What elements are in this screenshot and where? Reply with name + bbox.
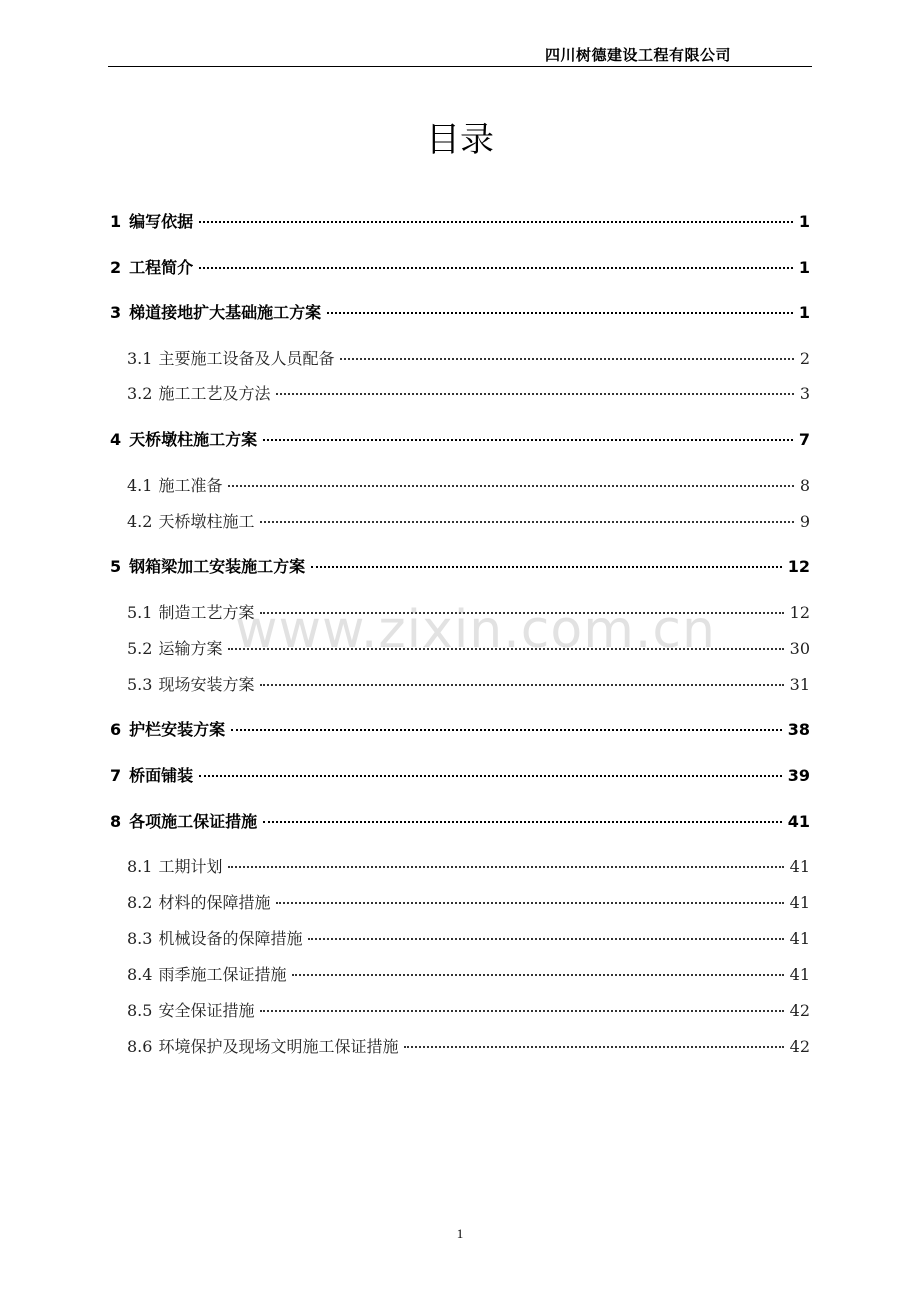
toc-entry-title: 安全保证措施 xyxy=(158,1001,255,1020)
toc-entry[interactable] xyxy=(110,764,810,788)
toc-entry[interactable] xyxy=(127,891,810,915)
toc-entry-title: 天桥墩柱施工 xyxy=(158,512,255,531)
toc-entry-title: 工期计划 xyxy=(158,857,223,876)
toc-entry-page: 39 xyxy=(787,766,810,785)
toc-entry-page: 30 xyxy=(789,639,810,658)
toc-entry-number: 8.3 xyxy=(127,929,153,948)
toc-entry[interactable] xyxy=(110,718,810,742)
toc-entry-number: 8.5 xyxy=(127,1001,153,1020)
toc-entry[interactable] xyxy=(110,428,810,452)
header-company-name: 四川树德建设工程有限公司 xyxy=(544,46,731,64)
toc-dot-leader xyxy=(199,221,793,223)
toc-entry-page: 41 xyxy=(787,812,810,831)
toc-dot-leader xyxy=(276,393,793,395)
toc-entry-title: 施工准备 xyxy=(158,476,223,495)
toc-entry-title: 编写依据 xyxy=(129,212,194,231)
toc-entry-title: 运输方案 xyxy=(158,639,223,658)
toc-entry-page: 1 xyxy=(798,303,810,322)
toc-entry-title: 桥面铺装 xyxy=(129,766,194,785)
toc-dot-leader xyxy=(327,312,793,314)
toc-entry-page: 1 xyxy=(798,212,810,231)
toc-dot-leader xyxy=(228,485,793,487)
toc-entry-number: 8.6 xyxy=(127,1037,153,1056)
toc-dot-leader xyxy=(276,902,783,904)
toc-entry-page: 31 xyxy=(789,675,810,694)
toc-entry[interactable] xyxy=(127,1035,810,1059)
toc-dot-leader xyxy=(260,1010,783,1012)
toc-entry[interactable] xyxy=(127,601,810,625)
toc-dot-leader xyxy=(260,521,793,523)
toc-entry-number: 1 xyxy=(110,212,122,231)
toc-entry-page: 41 xyxy=(789,929,810,948)
toc-entry-title: 天桥墩柱施工方案 xyxy=(129,430,258,449)
toc-entry-title: 材料的保障措施 xyxy=(158,893,271,912)
toc-dot-leader xyxy=(292,974,783,976)
toc-dot-leader xyxy=(260,684,783,686)
toc-entry-number: 3.2 xyxy=(127,384,153,403)
toc-entry-page: 42 xyxy=(789,1001,810,1020)
toc-entry[interactable] xyxy=(127,637,810,661)
toc-entry-number: 3 xyxy=(110,303,122,322)
toc-entry-number: 5.3 xyxy=(127,675,153,694)
toc-entry-number: 4.1 xyxy=(127,476,153,495)
toc-entry-title: 制造工艺方案 xyxy=(158,603,255,622)
toc-entry-number: 2 xyxy=(110,258,122,277)
toc-entry-title: 环境保护及现场文明施工保证措施 xyxy=(158,1037,399,1056)
toc-entry-page: 8 xyxy=(799,476,810,495)
toc-entry-page: 38 xyxy=(787,720,810,739)
toc-entry-title: 施工工艺及方法 xyxy=(158,384,271,403)
toc-entry-number: 8 xyxy=(110,812,122,831)
watermark: www.zixin.com.cn xyxy=(235,600,716,660)
toc-entry[interactable] xyxy=(110,555,810,579)
page-title: 目录 xyxy=(426,120,494,160)
toc-entry-number: 8.1 xyxy=(127,857,153,876)
toc-dot-leader xyxy=(340,358,793,360)
toc-entry-page: 3 xyxy=(799,384,810,403)
toc-entry[interactable] xyxy=(127,999,810,1023)
toc-entry[interactable] xyxy=(110,810,810,834)
toc-entry[interactable] xyxy=(110,210,810,234)
toc-entry-page: 42 xyxy=(789,1037,810,1056)
toc-entry-number: 4 xyxy=(110,430,122,449)
toc-entry-number: 6 xyxy=(110,720,122,739)
toc-dot-leader xyxy=(263,439,793,441)
toc-dot-leader xyxy=(231,729,782,731)
toc-entry-number: 8.4 xyxy=(127,965,153,984)
toc-entry[interactable] xyxy=(127,673,810,697)
toc-entry[interactable] xyxy=(127,347,810,371)
toc-entry-number: 4.2 xyxy=(127,512,153,531)
toc-entry[interactable] xyxy=(110,301,810,325)
toc-entry-page: 12 xyxy=(789,603,810,622)
toc-dot-leader xyxy=(260,612,783,614)
toc-entry-page: 41 xyxy=(789,965,810,984)
toc-entry-title: 各项施工保证措施 xyxy=(129,812,258,831)
toc-entry-page: 9 xyxy=(799,512,810,531)
toc-dot-leader xyxy=(228,866,783,868)
toc-entry-title: 钢箱梁加工安装施工方案 xyxy=(129,557,306,576)
toc-entry[interactable] xyxy=(110,256,810,280)
toc-entry-number: 5.2 xyxy=(127,639,153,658)
toc-entry-page: 2 xyxy=(799,349,810,368)
toc-entry-title: 机械设备的保障措施 xyxy=(158,929,303,948)
toc-entry-page: 41 xyxy=(789,857,810,876)
toc-entry[interactable] xyxy=(127,382,810,406)
toc-dot-leader xyxy=(311,566,782,568)
toc-entry-title: 工程简介 xyxy=(129,258,194,277)
toc-entry-title: 雨季施工保证措施 xyxy=(158,965,287,984)
toc-entry-number: 5.1 xyxy=(127,603,153,622)
toc-entry[interactable] xyxy=(127,474,810,498)
toc-entry-page: 7 xyxy=(798,430,810,449)
toc-entry-title: 护栏安装方案 xyxy=(129,720,226,739)
toc-entry-number: 5 xyxy=(110,557,122,576)
toc-dot-leader xyxy=(199,775,782,777)
toc-dot-leader xyxy=(308,938,783,940)
toc-entry-title: 主要施工设备及人员配备 xyxy=(158,349,335,368)
toc-entry-title: 梯道接地扩大基础施工方案 xyxy=(129,303,322,322)
toc-dot-leader xyxy=(228,648,783,650)
toc-entry[interactable] xyxy=(127,927,810,951)
toc-entry-number: 8.2 xyxy=(127,893,153,912)
page-number: 1 xyxy=(456,1226,464,1241)
toc-entry[interactable] xyxy=(127,855,810,879)
toc-dot-leader xyxy=(404,1046,783,1048)
toc-entry-page: 12 xyxy=(787,557,810,576)
toc-entry-number: 7 xyxy=(110,766,122,785)
toc-entry[interactable] xyxy=(127,510,810,534)
toc-entry-page: 1 xyxy=(798,258,810,277)
toc-entry[interactable] xyxy=(127,963,810,987)
toc-entry-page: 41 xyxy=(789,893,810,912)
toc-entry-title: 现场安装方案 xyxy=(158,675,255,694)
toc-dot-leader xyxy=(199,267,793,269)
toc-dot-leader xyxy=(263,821,782,823)
toc-entry-number: 3.1 xyxy=(127,349,153,368)
